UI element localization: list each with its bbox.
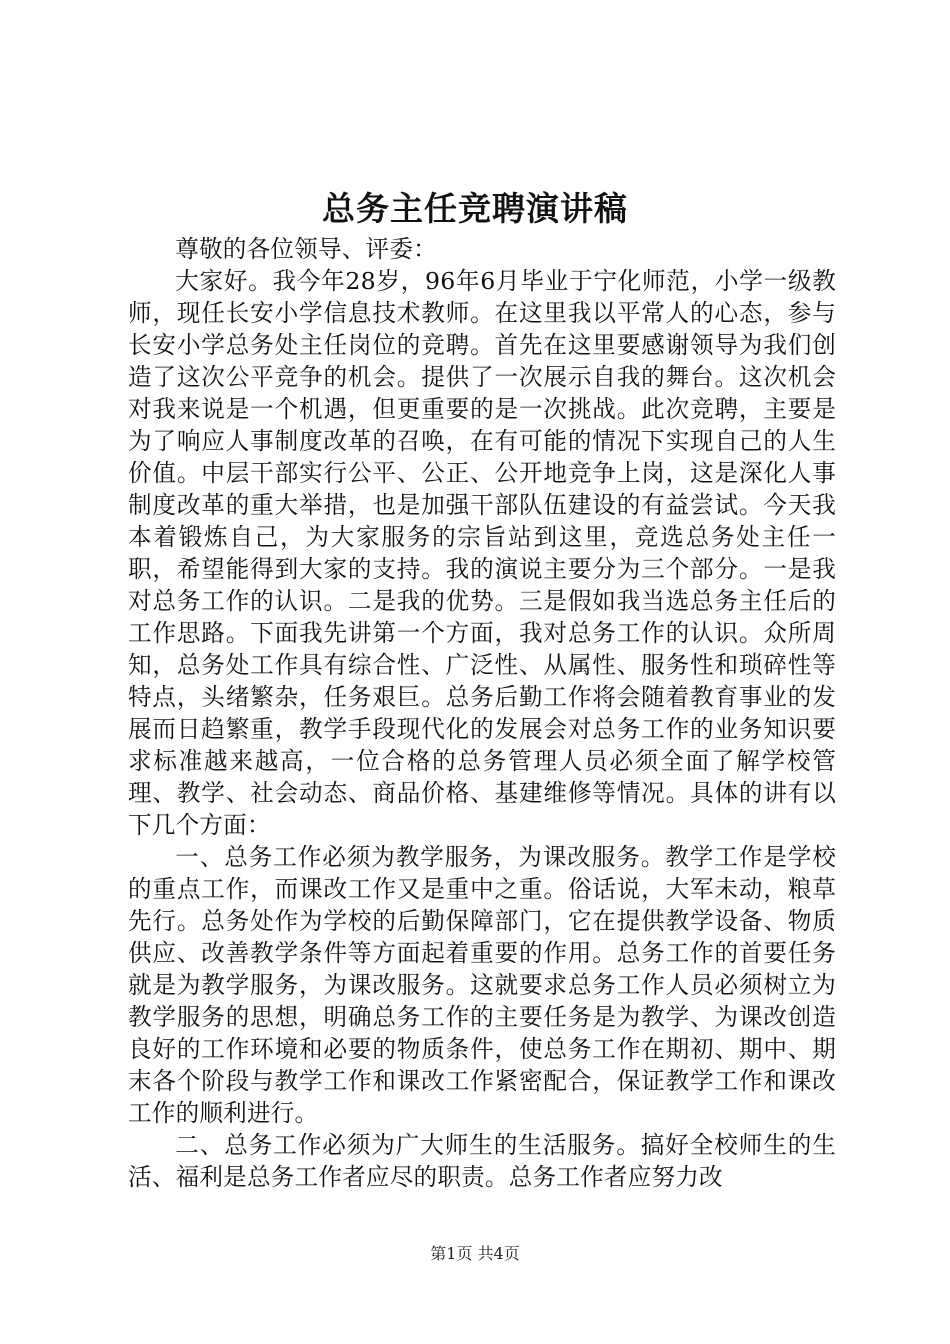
section-one-paragraph: 一、总务工作必须为教学服务，为课改服务。教学工作是学校的重点工作，而课改工作又是重中之重。俗话说，大军未动，粮草先行。总务处作为学校的后勤保障部门，它在提供教学设备、物质供应、改善教学条件等方面起着重要的作用。总务工作的首要任务就是为教学服务，为课改服务。这就要求总务工作人员必须树立为教学服务的思想，明确总务工作的主要任务是为教学、为课改创造良好的工作环境和必要的物质条件，使总务工作在期初、期中、期末各个阶段与教学工作和课改工作紧密配合，保证教学工作和课改工作的顺利进行。 (128, 843, 836, 1127)
document-body (128, 233, 836, 1193)
section-two-paragraph: 二、总务工作必须为广大师生的生活服务。搞好全校师生的生活、福利是总务工作者应尽的职责。总务工作者应努力改 (128, 1131, 836, 1191)
salutation-paragraph: 尊敬的各位领导、评委： (175, 235, 437, 263)
intro-paragraph: 大家好。我今年28岁，96年6月毕业于宁化师范，小学一级教师，现任长安小学信息技术教师。在这里我以平常人的心态，参与长安小学总务处主任岗位的竞聘。首先在这里要感谢领导为我们创造了这次公平竞争的机会。提供了一次展示自我的舞台。这次机会对我来说是一个机遇，但更重要的是一次挑战。此次竞聘，主要是为了响应人事制度改革的召唤，在有可能的情况下实现自己的人生价值。中层干部实行公平、公正、公开地竞争上岗，这是深化人事制度改革的重大举措，也是加强干部队伍建设的有益尝试。今天我本着锻炼自己，为大家服务的宗旨站到这里，竞选总务处主任一职，希望能得到大家的支持。我的演说主要分为三个部分。一是我对总务工作的认识。二是我的优势。三是假如我当选总务主任后的工作思路。下面我先讲第一个方面，我对总务工作的认识。众所周知，总务处工作具有综合性、广泛性、从属性、服务性和琐碎性等特点，头绪繁杂，任务艰巨。总务后勤工作将会随着教育事业的发展而日趋繁重，教学手段现代化的发展会对总务工作的业务知识要求标准越来越高，一位合格的总务管理人员必须全面了解学校管理、教学、社会动态、商品价格、基建维修等情况。具体的讲有以下几个方面： (128, 267, 836, 839)
page-number-footer: 第1页 共4页 (430, 1244, 520, 1263)
document-title: 总务主任竞聘演讲稿 (322, 189, 628, 228)
